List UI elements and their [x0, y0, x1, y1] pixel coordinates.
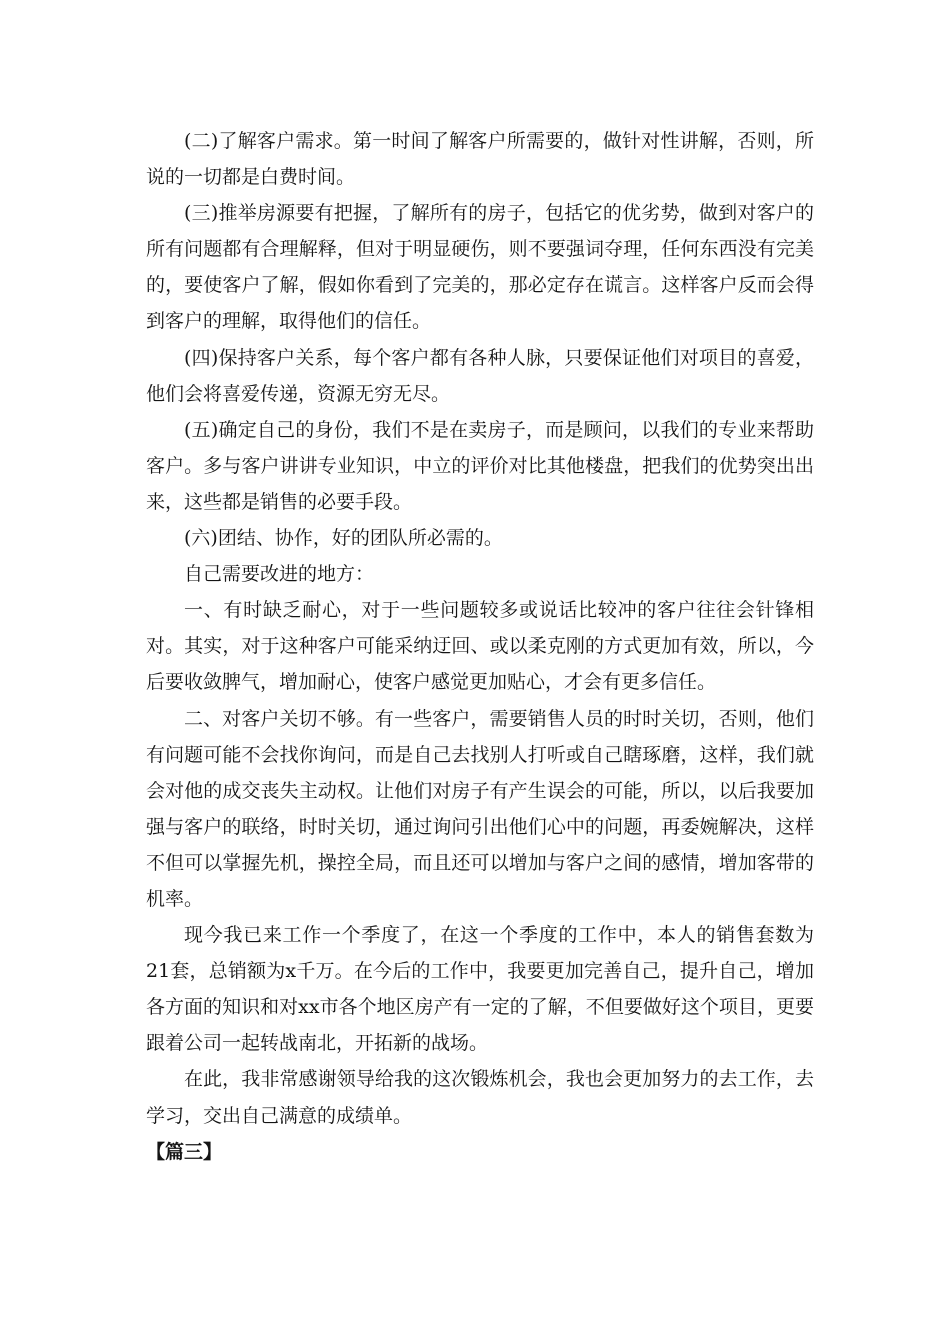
paragraph-teamwork: (六)团结、协作，好的团队所必需的。: [184, 527, 503, 550]
document-body: [146, 123, 814, 1170]
section-heading: 【篇三】: [146, 1140, 223, 1163]
paragraph-identity: (五)确定自己的身份，我们不是在卖房子，而是顾问，以我们的专业来帮助客户。多与客户讲讲专业知识，中立的评价对比其他楼盘，把我们的优势突出出来，这些都是销售的必要手段。: [146, 418, 814, 513]
paragraph-understand-needs: (二)了解客户需求。第一时间了解客户所需要的，做针对性讲解，否则，所说的一切都是白费时间。: [146, 130, 814, 189]
paragraph-customer-care: 二、对客户关切不够。有一些客户，需要销售人员的时时关切，否则，他们有问题可能不会找你询问，而是自己去找别人打听或自己瞎琢磨，这样，我们就会对他的成交丧失主动权。让他们对房子有产生误会的可能，所以，以后我要加强与客户的联络，时时关切，通过询问引出他们心中的问题，再委婉解决，这样不但可以掌握先机，操控全局，而且还可以增加与客户之间的感情，增加客带的机率。: [146, 707, 814, 910]
paragraph-improvements-intro: 自己需要改进的地方：: [184, 563, 375, 586]
paragraph-quarter-summary: 现今我已来工作一个季度了，在这一个季度的工作中，本人的销售套数为21套，总销额为x千万。在今后的工作中，我要更加完善自己，提升自己，增加各方面的知识和对xx市各个地区房产有一定的了解，不但要做好这个项目，更要跟着公司一起转战南北，开拓新的战场。: [146, 924, 814, 1055]
paragraph-thanks: 在此，我非常感谢领导给我的这次锻炼机会，我也会更加努力的去工作，去学习，交出自己满意的成绩单。: [146, 1068, 814, 1127]
paragraph-recommend-listings: (三)推举房源要有把握，了解所有的房子，包括它的优劣势，做到对客户的所有问题都有合理解释，但对于明显硬伤，则不要强词夺理，任何东西没有完美的，要使客户了解，假如你看到了完美的，那必定存在谎言。这样客户反而会得到客户的理解，取得他们的信任。: [146, 202, 814, 333]
paragraph-patience: 一、有时缺乏耐心，对于一些问题较多或说话比较冲的客户往往会针锋相对。其实，对于这种客户可能采纳迂回、或以柔克刚的方式更加有效，所以，今后要收敛脾气，增加耐心，使客户感觉更加贴心，才会有更多信任。: [146, 599, 814, 694]
paragraph-customer-relations: (四)保持客户关系，每个客户都有各种人脉，只要保证他们对项目的喜爱，他们会将喜爱传递，资源无穷无尽。: [146, 346, 814, 405]
